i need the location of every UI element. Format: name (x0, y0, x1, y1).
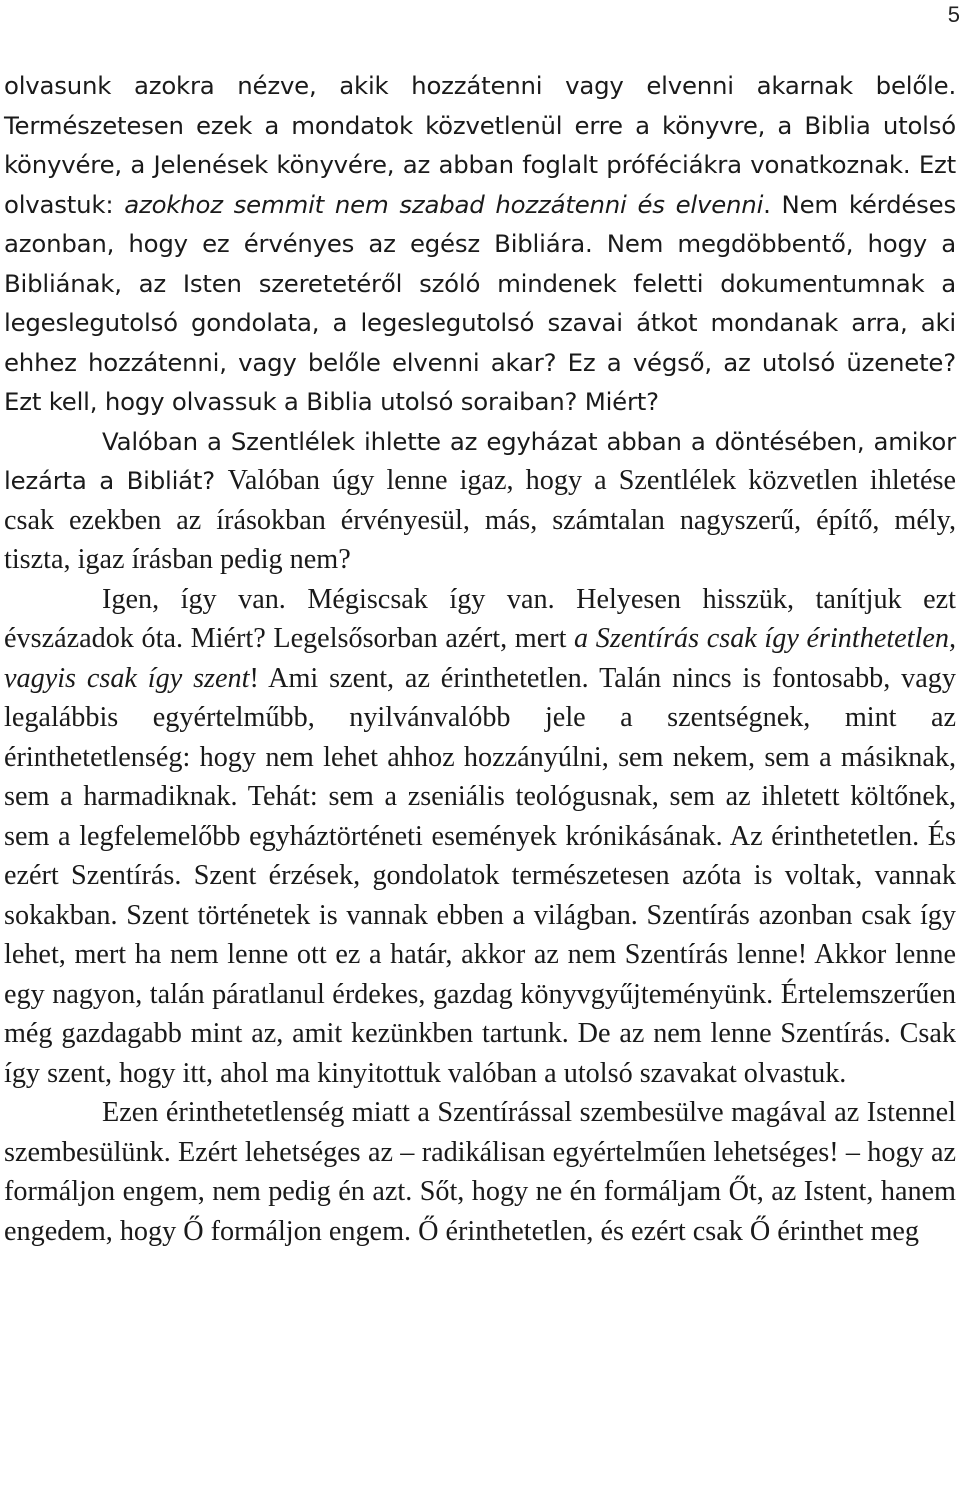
paragraph-3-text-cont: ! Ami szent, az érinthetetlen. (249, 662, 600, 694)
paragraph-2-sans-text: Valóban a Szentlélek ihlette az egyházat abban a döntésében, amikor lezárta a Bibliát? (4, 426, 956, 495)
page-number: 5 (947, 2, 960, 27)
paragraph-3-text: Igen, így van. Mégiscsak így van. Helyesen hisszük, tanítjuk ezt évszázadok óta. Miért? Legelsősorban azért, mert (4, 583, 956, 654)
paragraph-2-serif-text: Valóban úgy lenne igaz, hogy a Szentlélek közvetlen ihletése csak ezekben az írásokban érvényesül, más, számtalan nagyszerű, építő, mély, tiszta, igaz írásban pedig nem? (4, 465, 956, 575)
paragraph-1 (4, 66, 956, 422)
paragraph-1-quote: azokhoz semmit nem szabad hozzátenni és elvenni (124, 189, 764, 219)
paragraph-3 (4, 580, 956, 1094)
document-page (4, 66, 956, 1251)
paragraph-4: Ezen érinthetetlenség miatt a Szentírással szembesülve magával az Istennel szembesülünk. Ezért lehetséges az – radikálisan egyértelműen lehetséges! – hogy az formáljon engem, nem pedig én azt. Sőt, hogy ne én formáljam Őt, az Istent, hanem engedem, hogy Ő formáljon engem. Ő érinthetetlen, és ezért csak Ő érinthet meg (4, 1097, 956, 1247)
paragraph-2 (4, 422, 956, 580)
paragraph-1-text-cont: . Nem kérdéses azonban, hogy ez érvényes az egész Bibliára. Nem megdöbbentő, hogy a Bibliának, az Isten szeretetéről szóló mindenek feletti dokumentumnak a legeslegutolsó gondolata, a legeslegutolsó szavai átkot mondanak arra, aki ehhez hozzátenni, vagy belőle elvenni akar? Ez a végső, az utolsó üzenete? Ezt kell, hogy olvassuk a Biblia utolsó soraiban? Miért? (4, 189, 956, 416)
paragraph-1-text: olvasunk azokra nézve, akik hozzátenni vagy elvenni akarnak belőle. Természetesen ezek a mondatok közvetlenül erre a könyvre, a Biblia utolsó könyvére, a Jelenések könyvére, az abban foglalt próféciákra vonatkoznak. Ezt olvastuk: (4, 71, 956, 219)
paragraph-3-text-rest: Talán nincs is fontosabb, vagy legalábbis egyértelműbb, nyilvánvalóbb jele a szentségnek, mint az érinthetetlenség: hogy nem lehet ahhoz hozzányúlni, sem nekem, sem a másiknak, sem a harmadiknak. Tehát: sem a zseniális teológusnak, sem az ihletett költőnek, sem a legfelemelőbb egyháztörténeti események krónikásának. Az érinthetetlen. És ezért Szentírás. Szent érzések, gondolatok természetesen azóta is voltak, vannak sokakban. Szent történetek is vannak ebben a világban. Szentírás azonban csak így lehet, mert ha nem lenne ott ez a határ, akkor az nem Szentírás lenne! Akkor lenne egy nagyon, talán páratlanul érdekes, gazdag könyvgyűjteményünk. Értelemszerűen még gazdagabb mint az, amit kezünkben tartunk. De az nem lenne Szentírás. Csak így szent, hogy itt, ahol ma kinyitottuk valóban a utolsó szavakat olvastuk. (4, 662, 956, 1089)
paragraph-3-emphasis: a Szentírás csak így érinthetetlen, vagyis csak így szent (4, 623, 956, 694)
